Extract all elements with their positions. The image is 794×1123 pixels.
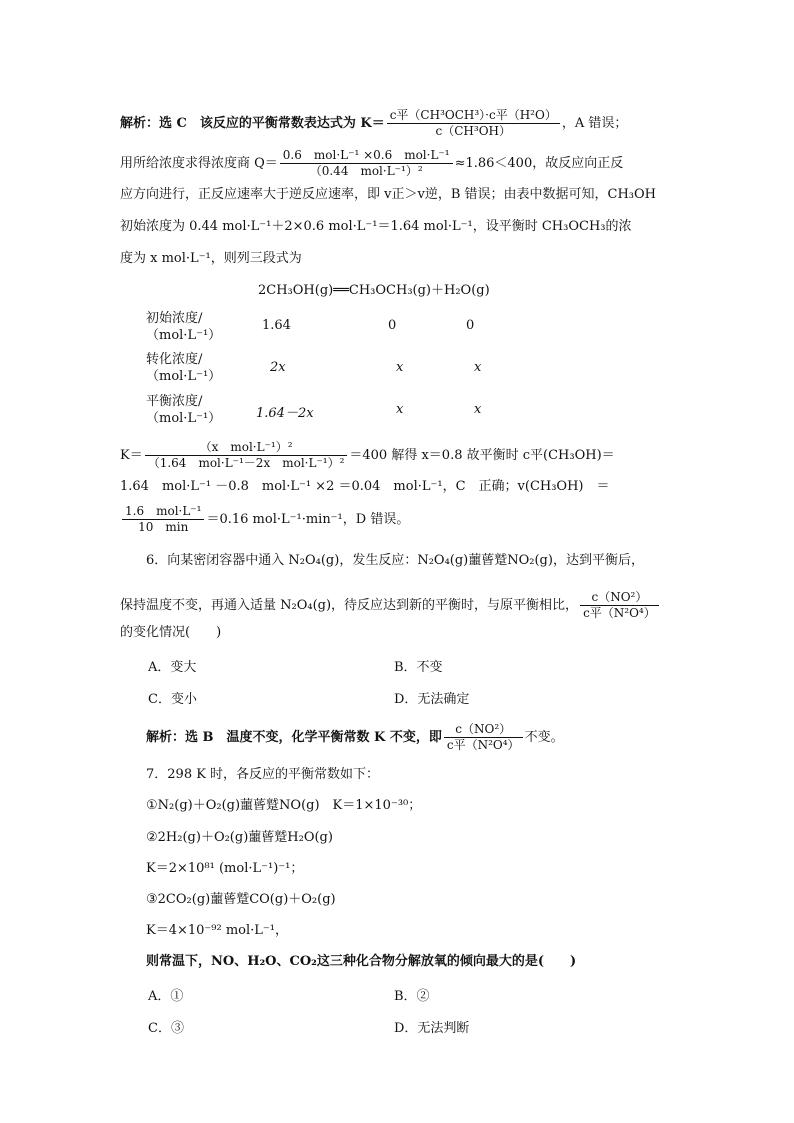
q7-reaction-1: ①N₂(g)＋O₂(g)蘁蒈蹵NO(g) K＝1×10⁻³⁰； [146,798,422,813]
sol5-line1 [120,108,627,139]
q6-line2 [120,590,661,621]
q6-line3: 的变化情况( ) [120,625,222,640]
k-denominator: c（CH³OH） [435,124,511,138]
q6-solution-denominator: c平（N²O⁴） [446,738,520,752]
q7-reaction-3: ③2CO₂(g)蘁蒈蹵CO(g)＋O₂(g) [146,892,336,907]
q6-solution-numerator: c（NO²） [444,722,523,738]
row-equilibrium-c2: x [396,402,404,417]
sol5-line4: 初始浓度为 0.44 mol·L⁻¹＋2×0.6 mol·L⁻¹＝1.64 mol·L⁻¹，设平衡时 CH₃OCH₃的浓 [120,219,632,234]
q6-choice-b[interactable]: B．不变 [394,660,443,675]
rate-numerator: 1.6 mol·L⁻¹ [122,504,204,520]
q6-solution-fraction [444,722,523,753]
q6-line2-text: 保持温度不变，再通入适量 N₂O₄(g)，待反应达到新的平衡时，与原平衡相比， [120,598,579,613]
k-expression-fraction [387,108,560,139]
row-initial-c2: 0 [388,318,397,333]
k-calc-denominator: （1.64 mol·L⁻¹－2x mol·L⁻¹）² [147,456,345,470]
sol5-line1-prefix: 解析：选 C 该反应的平衡常数表达式为 K＝ [120,116,385,131]
row-equilibrium-c1: 1.64－2x [256,406,314,421]
row-equilibrium-c3: x [474,402,482,417]
q7-k2: K＝2×10⁸¹ (mol·L⁻¹)⁻¹； [146,861,304,876]
q-numerator: 0.6 mol·L⁻¹ ×0.6 mol·L⁻¹ [280,148,453,164]
k-calc-prefix: K＝ [120,448,143,463]
q7-title: 7．298 K 时，各反应的平衡常数如下： [146,767,380,782]
rate-suffix: ＝0.16 mol·L⁻¹·min⁻¹，D 错误。 [206,512,410,527]
q6-ratio-fraction [580,590,659,621]
row-initial-c1: 1.64 [262,318,291,333]
q6-solution-prefix: 解析：选 B 温度不变，化学平衡常数 K 不变，即 [146,730,442,745]
k-calc-suffix: ＝400 解得 x＝0.8 故平衡时 c平(CH₃OH)＝ [349,448,615,463]
q-fraction [280,148,453,179]
sol5-line2-prefix: 用所给浓度求得浓度商 Q＝ [120,156,278,171]
rate-denominator: 10 min [138,520,189,534]
k-numerator: c平（CH³OCH³）·c平（H²O） [387,108,560,124]
row-initial-label [146,310,221,344]
row-initial-c3: 0 [466,318,475,333]
q7-choice-c[interactable]: C．③ [148,1021,184,1036]
k-calc-fraction [145,440,348,471]
q6-solution [146,722,564,753]
row-change-c3: x [474,360,482,375]
q7-choice-d[interactable]: D．无法判断 [394,1021,470,1036]
row-change-label-1: 转化浓度/ [146,352,203,367]
rate-fraction [122,504,204,535]
row-change-c2: x [396,360,404,375]
sol5-line3: 应方向进行，正反应速率大于逆反应速率，即 v正＞v逆，B 错误；由表中数据可知，CH₃OH [120,187,656,202]
row-equilibrium-label-2: （mol·L⁻¹） [146,411,222,426]
row-initial-label-1: 初始浓度/ [146,311,203,326]
row-change-label [146,351,221,385]
reaction-equation: 2CH₃OH(g)══CH₃OCH₃(g)＋H₂O(g) [258,283,490,298]
q6-line1: 6．向某密闭容器中通入 N₂O₄(g)，发生反应：N₂O₄(g)蘁蒈蹵NO₂(g)，达到平衡后， [146,553,644,568]
sol5-line1-suffix: ，A 错误； [561,116,628,131]
q6-choice-a[interactable]: A．变大 [148,660,197,675]
q6-choice-c[interactable]: C．变小 [148,692,197,707]
sol5-line2 [120,148,623,179]
q6-ratio-numerator: c（NO²） [580,590,659,606]
q7-reaction-2: ②2H₂(g)＋O₂(g)蘁蒈蹵H₂O(g) [146,830,333,845]
rate-line [120,504,409,535]
row-initial-label-2: （mol·L⁻¹） [146,328,222,343]
q-denominator: （0.44 mol·L⁻¹）² [309,164,423,178]
row-equilibrium-label-1: 平衡浓度/ [146,394,203,409]
q6-ratio-denominator: c平（N²O⁴） [583,606,656,620]
q7-choice-a[interactable]: A．① [148,989,184,1004]
sol5-line-c: 1.64 mol·L⁻¹ －0.8 mol·L⁻¹ ×2 ＝0.04 mol·L⁻¹，C 正确；v(CH₃OH) ＝ [120,479,610,494]
k-calc-numerator: （x mol·L⁻¹）² [145,440,348,456]
sol5-line2-suffix: ≈1.86＜400，故反应向正反 [454,156,624,171]
sol5-line5: 度为 x mol·L⁻¹，则列三段式为 [120,251,302,266]
row-change-c1: 2x [270,360,286,375]
q7-question: 则常温下，NO、H₂O、CO₂这三种化合物分解放氧的倾向最大的是( ) [146,954,577,969]
row-equilibrium-label [146,393,221,427]
q7-choice-b[interactable]: B．② [394,989,430,1004]
k-calc-line [120,440,615,471]
row-change-label-2: （mol·L⁻¹） [146,369,222,384]
q7-k3: K＝4×10⁻⁹² mol·L⁻¹， [146,923,288,938]
q6-solution-suffix: 不变。 [524,730,564,745]
q6-choice-d[interactable]: D．无法确定 [394,692,470,707]
